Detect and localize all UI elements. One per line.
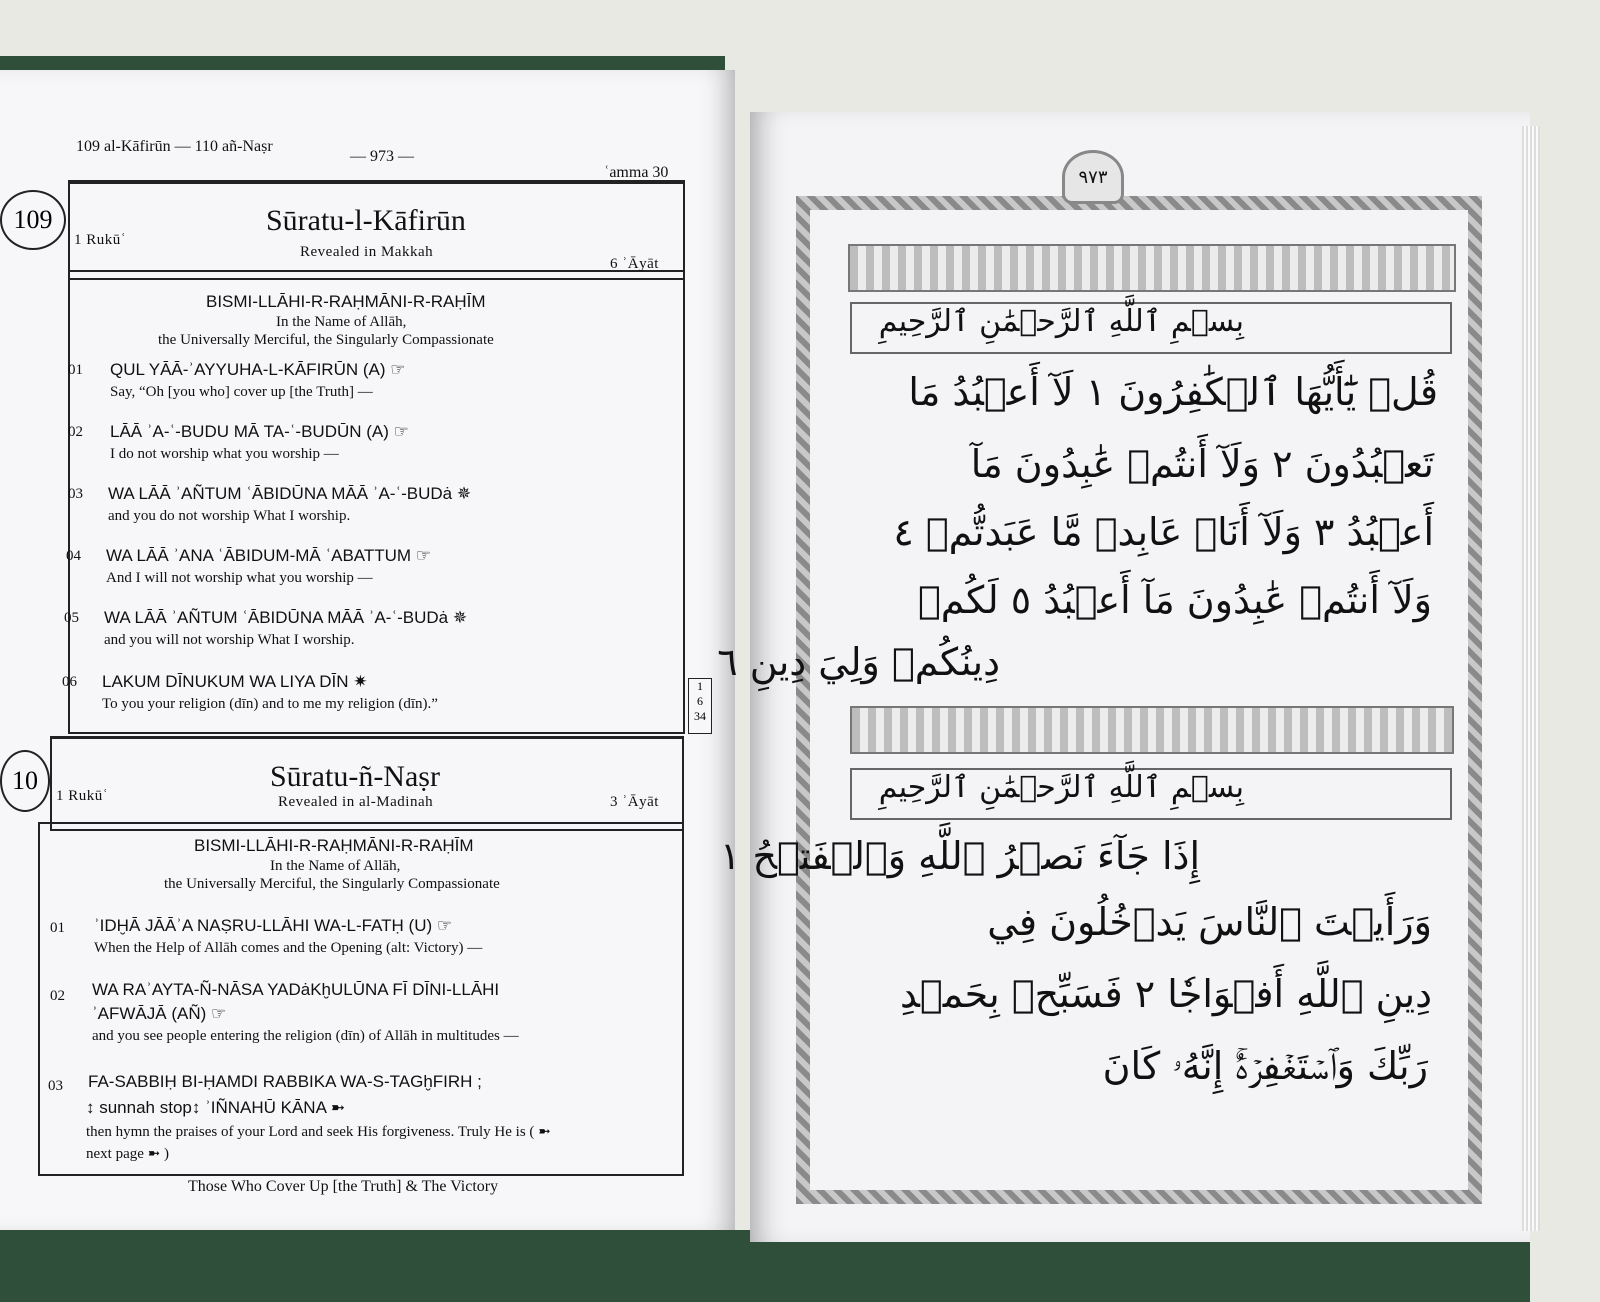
surah2-bismillah-en2: the Universally Merciful, the Singularly Compassionate — [164, 876, 500, 892]
verse-number: 01 — [68, 362, 83, 378]
rail-total: 34 — [694, 709, 706, 723]
verse-translation: Say, “Oh [you who] cover up [the Truth] — — [110, 384, 373, 400]
surah1-bismillah: BISMI-LLĀHI-R-RAḤMĀNI-R-RAḤĪM — [206, 292, 486, 311]
verse-number: 05 — [64, 610, 79, 626]
rail-ayat: 6 — [697, 694, 703, 708]
verse-number: 02 — [68, 424, 83, 440]
surah2-ruku: 1 Rukūʿ — [56, 788, 109, 804]
surah1-bismillah-en1: In the Name of Allāh, — [276, 314, 407, 330]
verse-transliteration: LĀĀ ʾA-ʿ-BUDU MĀ TA-ʿ-BUDŪN (A) ☞ — [110, 422, 409, 441]
verse-transliteration: LAKUM DĪNUKUM WA LIYA DĪN ✷ — [102, 672, 368, 691]
page-edges — [1522, 126, 1540, 1231]
verse-translation: and you see people entering the religion (dīn) of Allāh in multitudes — — [92, 1028, 519, 1044]
verse-transliteration: QUL YĀĀ-ʾAYYUHA-L-KĀFIRŪN (A) ☞ — [110, 360, 406, 379]
verse-transliteration-cont: ↕ sunnah stop↕ ʾIÑNAHŪ KĀNA ➼ — [86, 1098, 345, 1117]
verse-transliteration: WA LĀĀ ʾAÑTUM ʿĀBIDŪNA MĀĀ ʾA-ʿ-BUDȧ ✵ — [104, 608, 468, 627]
arabic-line: أَعۡبُدُ ٣ وَلَآ أَنَا۠ عَابِدٞ مَّا عَبَدتُّمۡ ٤ — [893, 510, 1434, 554]
verse-transliteration-cont: ʾAFWĀJĀ (AÑ) ☞ — [92, 1004, 227, 1023]
surah2-title: Sūratu-ñ-Naṣr — [270, 760, 440, 793]
arabic-line: وَرَأَيۡتَ ٱلنَّاسَ يَدۡخُلُونَ فِي — [987, 900, 1432, 944]
arabic-line: قُلۡ يَٰٓأَيُّهَا ٱلۡكَٰفِرُونَ ١ لَآ أَعۡبُدُ مَا — [908, 370, 1438, 414]
page-number-medallion: ٩٧٣ — [1062, 150, 1124, 204]
verse-number: 02 — [50, 988, 65, 1004]
surah2-bismillah-en1: In the Name of Allāh, — [270, 858, 401, 874]
surah1-revealed: Revealed in Makkah — [300, 244, 434, 260]
verse-translation: and you do not worship What I worship. — [108, 508, 351, 524]
verse-transliteration: WA LĀĀ ʾANA ʿĀBIDUM-MĀ ʿABATTUM ☞ — [106, 546, 432, 565]
arabic-line: رَبِّكَ وَٱسۡتَغۡفِرۡهُۚ إِنَّهُۥ كَانَ — [1102, 1044, 1428, 1088]
surah1-number-badge: 109 — [0, 190, 66, 250]
verse-number: 06 — [62, 674, 77, 690]
arabic-line: تَعۡبُدُونَ ٢ وَلَآ أَنتُمۡ عَٰبِدُونَ مَآ — [970, 442, 1434, 486]
verse-transliteration: ʾIDḪĀ JĀĀʾA NAṢRU-LLĀHI WA-L-FATḤ (U) ☞ — [94, 916, 453, 935]
verse-translation: To you your religion (dīn) and to me my religion (dīn).” — [102, 696, 438, 712]
verse-number: 03 — [48, 1078, 63, 1094]
arabic-line: دِينِ ٱللَّهِ أَفۡوَاجٗا ٢ فَسَبِّحۡ بِحَمۡدِ — [899, 972, 1432, 1016]
running-header-right: ʿamma 30 — [604, 164, 669, 181]
surah1-bismillah-en2: the Universally Merciful, the Singularly Compassionate — [158, 332, 494, 348]
verse-number: 01 — [50, 920, 65, 936]
verse-translation: I do not worship what you worship — — [110, 446, 339, 462]
running-header-left: 109 al-Kāfirūn — 110 añ-Naṣr — [76, 138, 273, 155]
verse-transliteration: WA LĀĀ ʾAÑTUM ʿĀBIDŪNA MĀĀ ʾA-ʿ-BUDȧ ✵ — [108, 484, 472, 503]
verse-number: 04 — [66, 548, 81, 564]
verse-translation: and you will not worship What I worship. — [104, 632, 355, 648]
verse-translation-cont: next page ➼ ) — [86, 1146, 169, 1162]
surah2-revealed: Revealed in al-Madinah — [278, 794, 434, 810]
page-footer: Those Who Cover Up [the Truth] & The Victory — [188, 1178, 499, 1195]
rail-ruku: 1 — [697, 679, 703, 693]
arabic-bismillah-2: بِسۡمِ ٱللَّهِ ٱلرَّحۡمَٰنِ ٱلرَّحِيمِ — [878, 770, 1244, 805]
arabic-line: دِينُكُمۡ وَلِيَ دِينِ ٦ — [717, 640, 1000, 684]
verse-transliteration: FA-SABBIḤ BI-ḤAMDI RABBIKA WA-S-TAGḫFIRH ; — [88, 1072, 482, 1091]
surah2-ayat: 3 ʾĀyāt — [610, 794, 659, 810]
surah2-bismillah: BISMI-LLĀHI-R-RAḤMĀNI-R-RAḤĪM — [194, 836, 474, 855]
surah2-number-badge: 10 — [0, 750, 50, 812]
verse-translation: When the Help of Allāh comes and the Opening (alt: Victory) — — [94, 940, 483, 956]
surah1-header-band — [848, 244, 1456, 292]
verse-translation: And I will not worship what you worship — — [106, 570, 373, 586]
surah1-ruku: 1 Rukūʿ — [74, 232, 127, 248]
verse-translation: then hymn the praises of your Lord and seek His forgiveness. Truly He is ( ➼ — [86, 1124, 551, 1140]
arabic-line: إِذَا جَآءَ نَصۡرُ ٱللَّهِ وَٱلۡفَتۡحُ ١ — [720, 834, 1200, 878]
verse-transliteration: WA RAʾAYTA-Ñ-NĀSA YADȧKḫULŪNA FĪ DĪNI-LLĀHI — [92, 980, 500, 999]
surah2-header-band — [850, 706, 1454, 754]
surah1-ayat: 6 ʾĀyāt — [610, 256, 659, 272]
ruku-rail — [688, 678, 712, 734]
page-number: — 973 — — [350, 148, 414, 165]
surah1-title: Sūratu-l-Kāfirūn — [266, 204, 466, 237]
arabic-line: وَلَآ أَنتُمۡ عَٰبِدُونَ مَآ أَعۡبُدُ ٥ لَكُمۡ — [917, 578, 1432, 622]
arabic-bismillah-1: بِسۡمِ ٱللَّهِ ٱلرَّحۡمَٰنِ ٱلرَّحِيمِ — [878, 304, 1244, 339]
verse-number: 03 — [68, 486, 83, 502]
